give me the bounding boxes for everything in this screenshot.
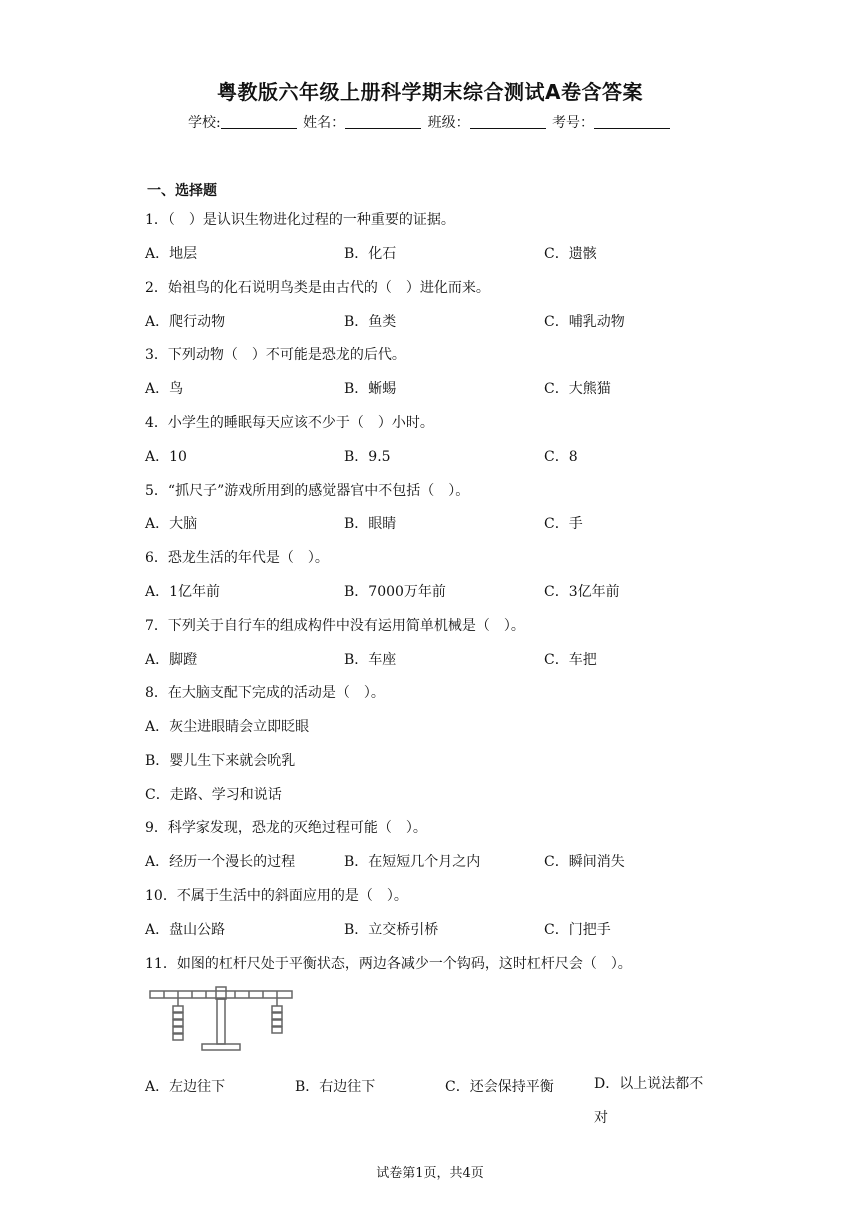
class-blank[interactable] bbox=[470, 114, 546, 129]
option-8a[interactable]: A．灰尘进眼睛会立即眨眼 bbox=[145, 719, 310, 735]
option-1c[interactable]: C．遗骸 bbox=[544, 246, 597, 262]
right-weight bbox=[272, 1020, 282, 1026]
question-8: 8．在大脑支配下完成的活动是（ ）。 bbox=[145, 685, 385, 701]
option-8c[interactable]: C．走路、学习和说话 bbox=[145, 787, 282, 803]
right-weight bbox=[272, 1013, 282, 1019]
school-blank[interactable] bbox=[221, 114, 297, 129]
option-9b[interactable]: B．在短短几个月之内 bbox=[344, 854, 481, 870]
option-2c[interactable]: C．哺乳动物 bbox=[544, 314, 625, 330]
question-9: 9．科学家发现，恐龙的灭绝过程可能（ ）。 bbox=[145, 820, 427, 836]
question-7: 7．下列关于自行车的组成构件中没有运用简单机械是（ ）。 bbox=[145, 618, 525, 634]
option-10b[interactable]: B．立交桥引桥 bbox=[344, 922, 439, 938]
left-weight bbox=[173, 1006, 183, 1012]
option-6a[interactable]: A．1亿年前 bbox=[145, 584, 221, 600]
option-1b[interactable]: B．化石 bbox=[344, 246, 397, 262]
exam-no-blank[interactable] bbox=[594, 114, 670, 129]
option-4b[interactable]: B．9.5 bbox=[344, 449, 391, 465]
option-11c[interactable]: C．还会保持平衡 bbox=[445, 1079, 554, 1095]
question-4: 4．小学生的睡眠每天应该不少于（ ）小时。 bbox=[145, 415, 434, 431]
lever-pivot bbox=[216, 987, 226, 999]
option-9c[interactable]: C．瞬间消失 bbox=[544, 854, 625, 870]
student-info-line bbox=[0, 112, 860, 132]
name-blank[interactable] bbox=[345, 114, 421, 129]
question-6: 6．恐龙生活的年代是（ ）。 bbox=[145, 550, 329, 566]
option-3a[interactable]: A．鸟 bbox=[145, 381, 184, 397]
left-weight bbox=[173, 1027, 183, 1033]
page-footer: 试卷第1页，共4页 bbox=[376, 1166, 484, 1181]
section-title: 一、选择题 bbox=[147, 183, 217, 199]
right-weight bbox=[272, 1027, 282, 1033]
option-10a[interactable]: A．盘山公路 bbox=[145, 922, 226, 938]
name-label: 姓名： bbox=[303, 115, 346, 131]
lever-stand bbox=[217, 999, 225, 1044]
option-2b[interactable]: B．鱼类 bbox=[344, 314, 397, 330]
left-weight bbox=[173, 1013, 183, 1019]
option-3b[interactable]: B．蜥蜴 bbox=[344, 381, 397, 397]
question-2: 2．始祖鸟的化石说明鸟类是由古代的（ ）进化而来。 bbox=[145, 280, 490, 296]
option-10c[interactable]: C．门把手 bbox=[544, 922, 611, 938]
option-11b[interactable]: B．右边往下 bbox=[295, 1079, 376, 1095]
option-6c[interactable]: C．3亿年前 bbox=[544, 584, 620, 600]
option-2a[interactable]: A．爬行动物 bbox=[145, 314, 226, 330]
right-weight bbox=[272, 1006, 282, 1012]
option-7a[interactable]: A．脚蹬 bbox=[145, 652, 198, 668]
option-6b[interactable]: B．7000万年前 bbox=[344, 584, 446, 600]
option-5c[interactable]: C．手 bbox=[544, 516, 583, 532]
option-11d[interactable]: D．以上说法都不对 bbox=[594, 1076, 704, 1126]
school-label: 学校: bbox=[187, 115, 221, 131]
option-9a[interactable]: A．经历一个漫长的过程 bbox=[145, 854, 296, 870]
option-7c[interactable]: C．车把 bbox=[544, 652, 597, 668]
option-4a[interactable]: A．10 bbox=[145, 449, 187, 465]
exam-title: 粤教版六年级上册科学期末综合测试A卷含答案 bbox=[217, 80, 643, 104]
left-weight bbox=[173, 1020, 183, 1026]
exam-no-label: 考号： bbox=[552, 115, 595, 131]
option-7b[interactable]: B．车座 bbox=[344, 652, 397, 668]
question-11: 11．如图的杠杆尺处于平衡状态，两边各减少一个钩码，这时杠杆尺会（ ）。 bbox=[145, 956, 632, 972]
question-5: 5．“抓尺子”游戏所用到的感觉器官中不包括（ ）。 bbox=[145, 483, 470, 499]
option-8b[interactable]: B．婴儿生下来就会吮乳 bbox=[145, 753, 296, 769]
lever-balance-figure bbox=[146, 984, 296, 1056]
option-11a[interactable]: A．左边往下 bbox=[145, 1079, 226, 1095]
question-1: 1．（ ）是认识生物进化过程的一种重要的证据。 bbox=[145, 212, 455, 228]
question-10: 10．不属于生活中的斜面应用的是（ ）。 bbox=[145, 888, 408, 904]
lever-beam bbox=[150, 991, 292, 998]
option-5b[interactable]: B．眼睛 bbox=[344, 516, 397, 532]
option-4c[interactable]: C．8 bbox=[544, 449, 578, 465]
left-weight bbox=[173, 1034, 183, 1040]
question-3: 3．下列动物（ ）不可能是恐龙的后代。 bbox=[145, 347, 406, 363]
class-label: 班级： bbox=[427, 115, 470, 131]
option-3c[interactable]: C．大熊猫 bbox=[544, 381, 611, 397]
lever-base bbox=[202, 1044, 240, 1050]
option-5a[interactable]: A．大脑 bbox=[145, 516, 198, 532]
option-1a[interactable]: A．地层 bbox=[145, 246, 198, 262]
